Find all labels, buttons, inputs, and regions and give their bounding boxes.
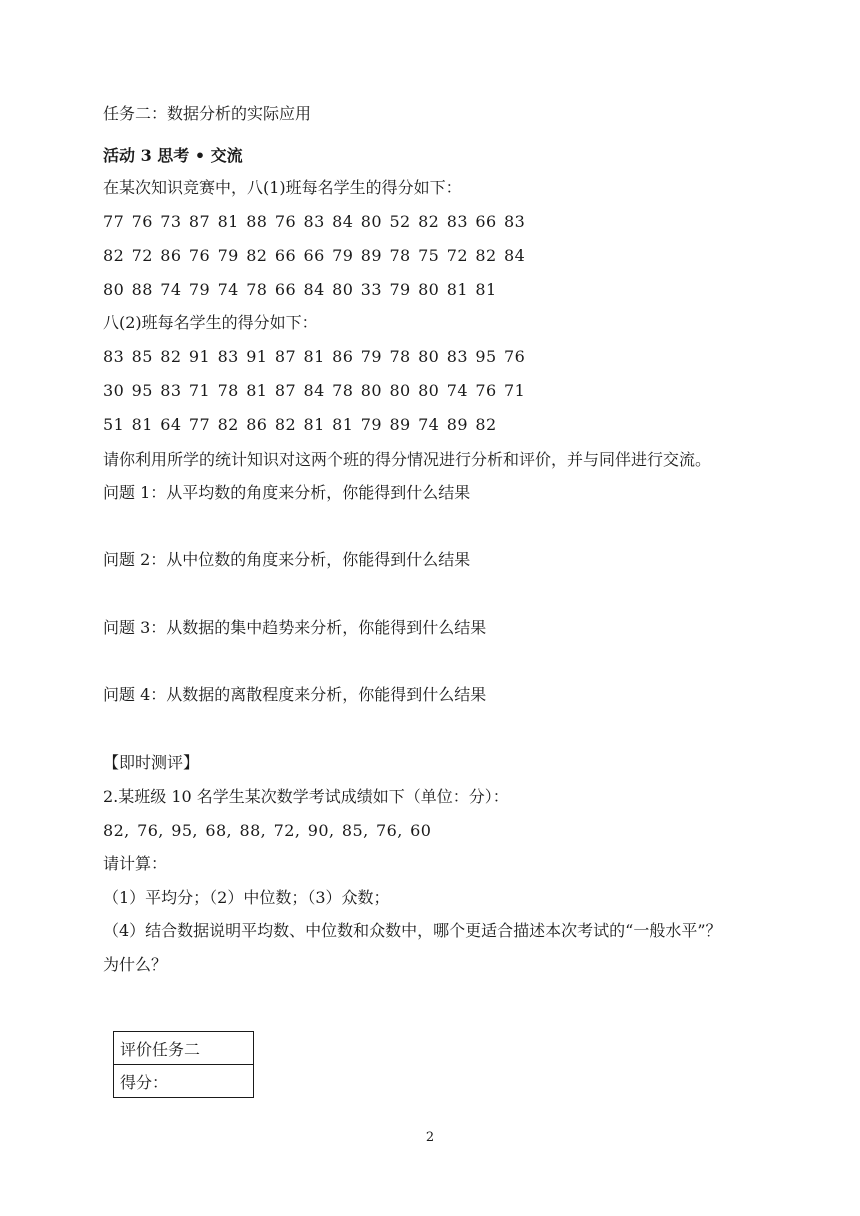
question-1: 问题 1：从平均数的角度来分析，你能得到什么结果 [103, 483, 471, 502]
instruction-text: 请你利用所学的统计知识对这两个班的得分情况进行分析和评价，并与同伴进行交流。 [103, 450, 712, 469]
intro-text: 在某次知识竞赛中，八(1)班每名学生的得分如下： [103, 178, 462, 197]
quiz-parts-1-3: （1）平均分；（2）中位数；（3）众数； [103, 888, 390, 907]
class1-scores-row: 80 88 74 79 74 78 66 84 80 33 79 80 81 81 [103, 280, 497, 299]
class2-label: 八(2)班每名学生的得分如下： [103, 313, 318, 332]
question-2: 问题 2：从中位数的角度来分析，你能得到什么结果 [103, 550, 471, 569]
class2-scores-row: 51 81 64 77 82 86 82 81 81 79 89 74 89 82 [103, 415, 497, 434]
evaluation-table [113, 1031, 254, 1098]
class2-scores-row: 30 95 83 71 78 81 87 84 78 80 80 80 74 76 71 [103, 381, 526, 400]
class1-scores-row: 82 72 86 76 79 82 66 66 79 89 78 75 72 82 84 [103, 246, 526, 265]
evaluation-table-row [114, 1065, 254, 1098]
quiz-part-4: （4）结合数据说明平均数、中位数和众数中，哪个更适合描述本次考试的“一般水平”？ [103, 921, 722, 940]
quiz-prompt: 请计算： [103, 854, 168, 873]
quiz-problem: 2.某班级 10 名学生某次数学考试成绩如下（单位：分）： [103, 787, 509, 806]
quiz-heading: 【即时测评】 [103, 753, 200, 772]
evaluation-table-row [114, 1032, 254, 1065]
quiz-part-4-continued: 为什么？ [103, 955, 168, 974]
question-4: 问题 4：从数据的离散程度来分析，你能得到什么结果 [103, 685, 487, 704]
activity-heading: 活动 3 思考 • 交流 [103, 146, 243, 165]
page-number: 2 [425, 1130, 435, 1145]
task-heading: 任务二：数据分析的实际应用 [103, 104, 312, 123]
class2-scores-row: 83 85 82 91 83 91 87 81 86 79 78 80 83 95 76 [103, 347, 526, 366]
class1-scores-row: 77 76 73 87 81 88 76 83 84 80 52 82 83 66 83 [103, 212, 526, 231]
evaluation-score-cell: 得分： [114, 1065, 254, 1098]
question-3: 问题 3：从数据的集中趋势来分析，你能得到什么结果 [103, 618, 487, 637]
quiz-scores: 82, 76, 95, 68, 88, 72, 90, 85, 76, 60 [103, 821, 432, 840]
evaluation-title-cell: 评价任务二 [114, 1032, 254, 1065]
